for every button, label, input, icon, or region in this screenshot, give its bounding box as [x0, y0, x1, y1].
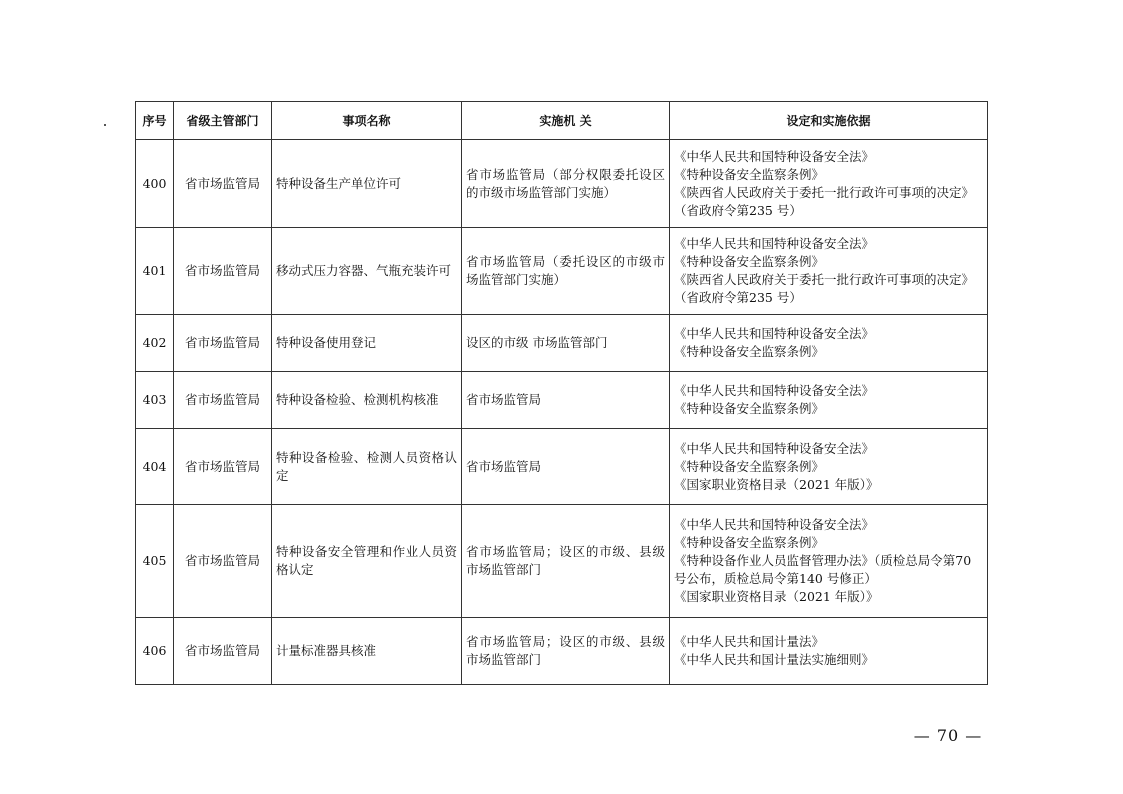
cell-item-name: 移动式压力容器、气瓶充装许可	[272, 228, 462, 315]
cell-dept: 省市场监管局	[174, 140, 272, 228]
table-header-row	[136, 102, 988, 140]
basis-line: 《特种设备安全监察条例》	[674, 254, 825, 269]
cell-basis	[670, 429, 988, 505]
table-row	[136, 140, 988, 228]
items-table	[135, 101, 988, 685]
table-row	[136, 618, 988, 685]
cell-item-name: 特种设备检验、检测机构核准	[272, 372, 462, 429]
basis-line: 《特种设备安全监察条例》	[674, 344, 825, 359]
cell-serial-no: 406	[136, 618, 174, 685]
cell-agency: 设区的市级 市场监管部门	[462, 315, 670, 372]
basis-line: 《特种设备安全监察条例》	[674, 535, 825, 550]
header-serial-no: 序号	[136, 102, 174, 140]
table-row	[136, 505, 988, 618]
cell-agency: 省市场监管局（部分权限委托设区的市级市场监管部门实施）	[462, 140, 670, 228]
basis-line: 《中华人民共和国特种设备安全法》	[674, 517, 875, 532]
cell-dept: 省市场监管局	[174, 618, 272, 685]
basis-line: 《特种设备安全监察条例》	[674, 458, 825, 474]
cell-agency: 省市场监管局	[462, 429, 670, 505]
cell-serial-no: 402	[136, 315, 174, 372]
basis-line: 《陕西省人民政府关于委托一批行政许可事项的决定》（省政府令第235 号）	[674, 272, 975, 305]
cell-basis	[670, 315, 988, 372]
cell-agency: 省市场监管局	[462, 372, 670, 429]
cell-dept: 省市场监管局	[174, 228, 272, 315]
cell-agency: 省市场监管局；设区的市级、县级市场监管部门	[462, 618, 670, 685]
cell-dept: 省市场监管局	[174, 505, 272, 618]
cell-basis	[670, 372, 988, 429]
basis-line: 《中华人民共和国特种设备安全法》	[674, 440, 875, 456]
cell-item-name: 特种设备安全管理和作业人员资格认定	[272, 505, 462, 618]
cell-agency: 省市场监管局；设区的市级、县级市场监管部门	[462, 505, 670, 618]
basis-line: 《中华人民共和国特种设备安全法》	[674, 236, 875, 251]
table-row	[136, 372, 988, 429]
header-agency: 实施机 关	[462, 102, 670, 140]
cell-basis	[670, 228, 988, 315]
cell-serial-no: 404	[136, 429, 174, 505]
basis-line: 《特种设备作业人员监督管理办法》（质检总局令第70 号公布，质检总局令第140 号修正）	[674, 553, 976, 586]
cell-basis	[670, 618, 988, 685]
page-number: — 70 —	[913, 726, 983, 745]
table-row	[136, 228, 988, 315]
cell-item-name: 特种设备检验、检测人员资格认定	[272, 429, 462, 505]
basis-line: 《中华人民共和国特种设备安全法》	[674, 148, 875, 164]
basis-line: 《中华人民共和国计量法》	[674, 634, 825, 649]
cell-serial-no: 400	[136, 140, 174, 228]
table-row	[136, 315, 988, 372]
cell-dept: 省市场监管局	[174, 372, 272, 429]
cell-basis	[670, 140, 988, 228]
basis-line: 《中华人民共和国计量法实施细则》	[674, 652, 875, 667]
cell-dept: 省市场监管局	[174, 315, 272, 372]
basis-line: 《特种设备安全监察条例》	[674, 401, 825, 416]
cell-agency: 省市场监管局（委托设区的市级市场监管部门实施）	[462, 228, 670, 315]
basis-line: 《中华人民共和国特种设备安全法》	[674, 326, 875, 341]
cell-serial-no: 401	[136, 228, 174, 315]
cell-basis	[670, 505, 988, 618]
basis-line: 《陕西省人民政府关于委托一批行政许可事项的决定》（省政府令第235 号）	[674, 184, 975, 218]
cell-item-name: 特种设备使用登记	[272, 315, 462, 372]
cell-item-name: 特种设备生产单位许可	[272, 140, 462, 228]
cell-item-name: 计量标准器具核准	[272, 618, 462, 685]
cell-serial-no: 405	[136, 505, 174, 618]
basis-line: 《国家职业资格目录（2021 年版）》	[674, 476, 879, 492]
header-basis: 设定和实施依据	[670, 102, 988, 140]
basis-line: 《中华人民共和国特种设备安全法》	[674, 383, 875, 398]
table-row	[136, 429, 988, 505]
header-dept: 省级主管部门	[174, 102, 272, 140]
cell-dept: 省市场监管局	[174, 429, 272, 505]
stray-mark	[104, 124, 106, 126]
cell-serial-no: 403	[136, 372, 174, 429]
header-item-name: 事项名称	[272, 102, 462, 140]
basis-line: 《国家职业资格目录（2021 年版）》	[674, 589, 879, 604]
basis-line: 《特种设备安全监察条例》	[674, 166, 825, 182]
